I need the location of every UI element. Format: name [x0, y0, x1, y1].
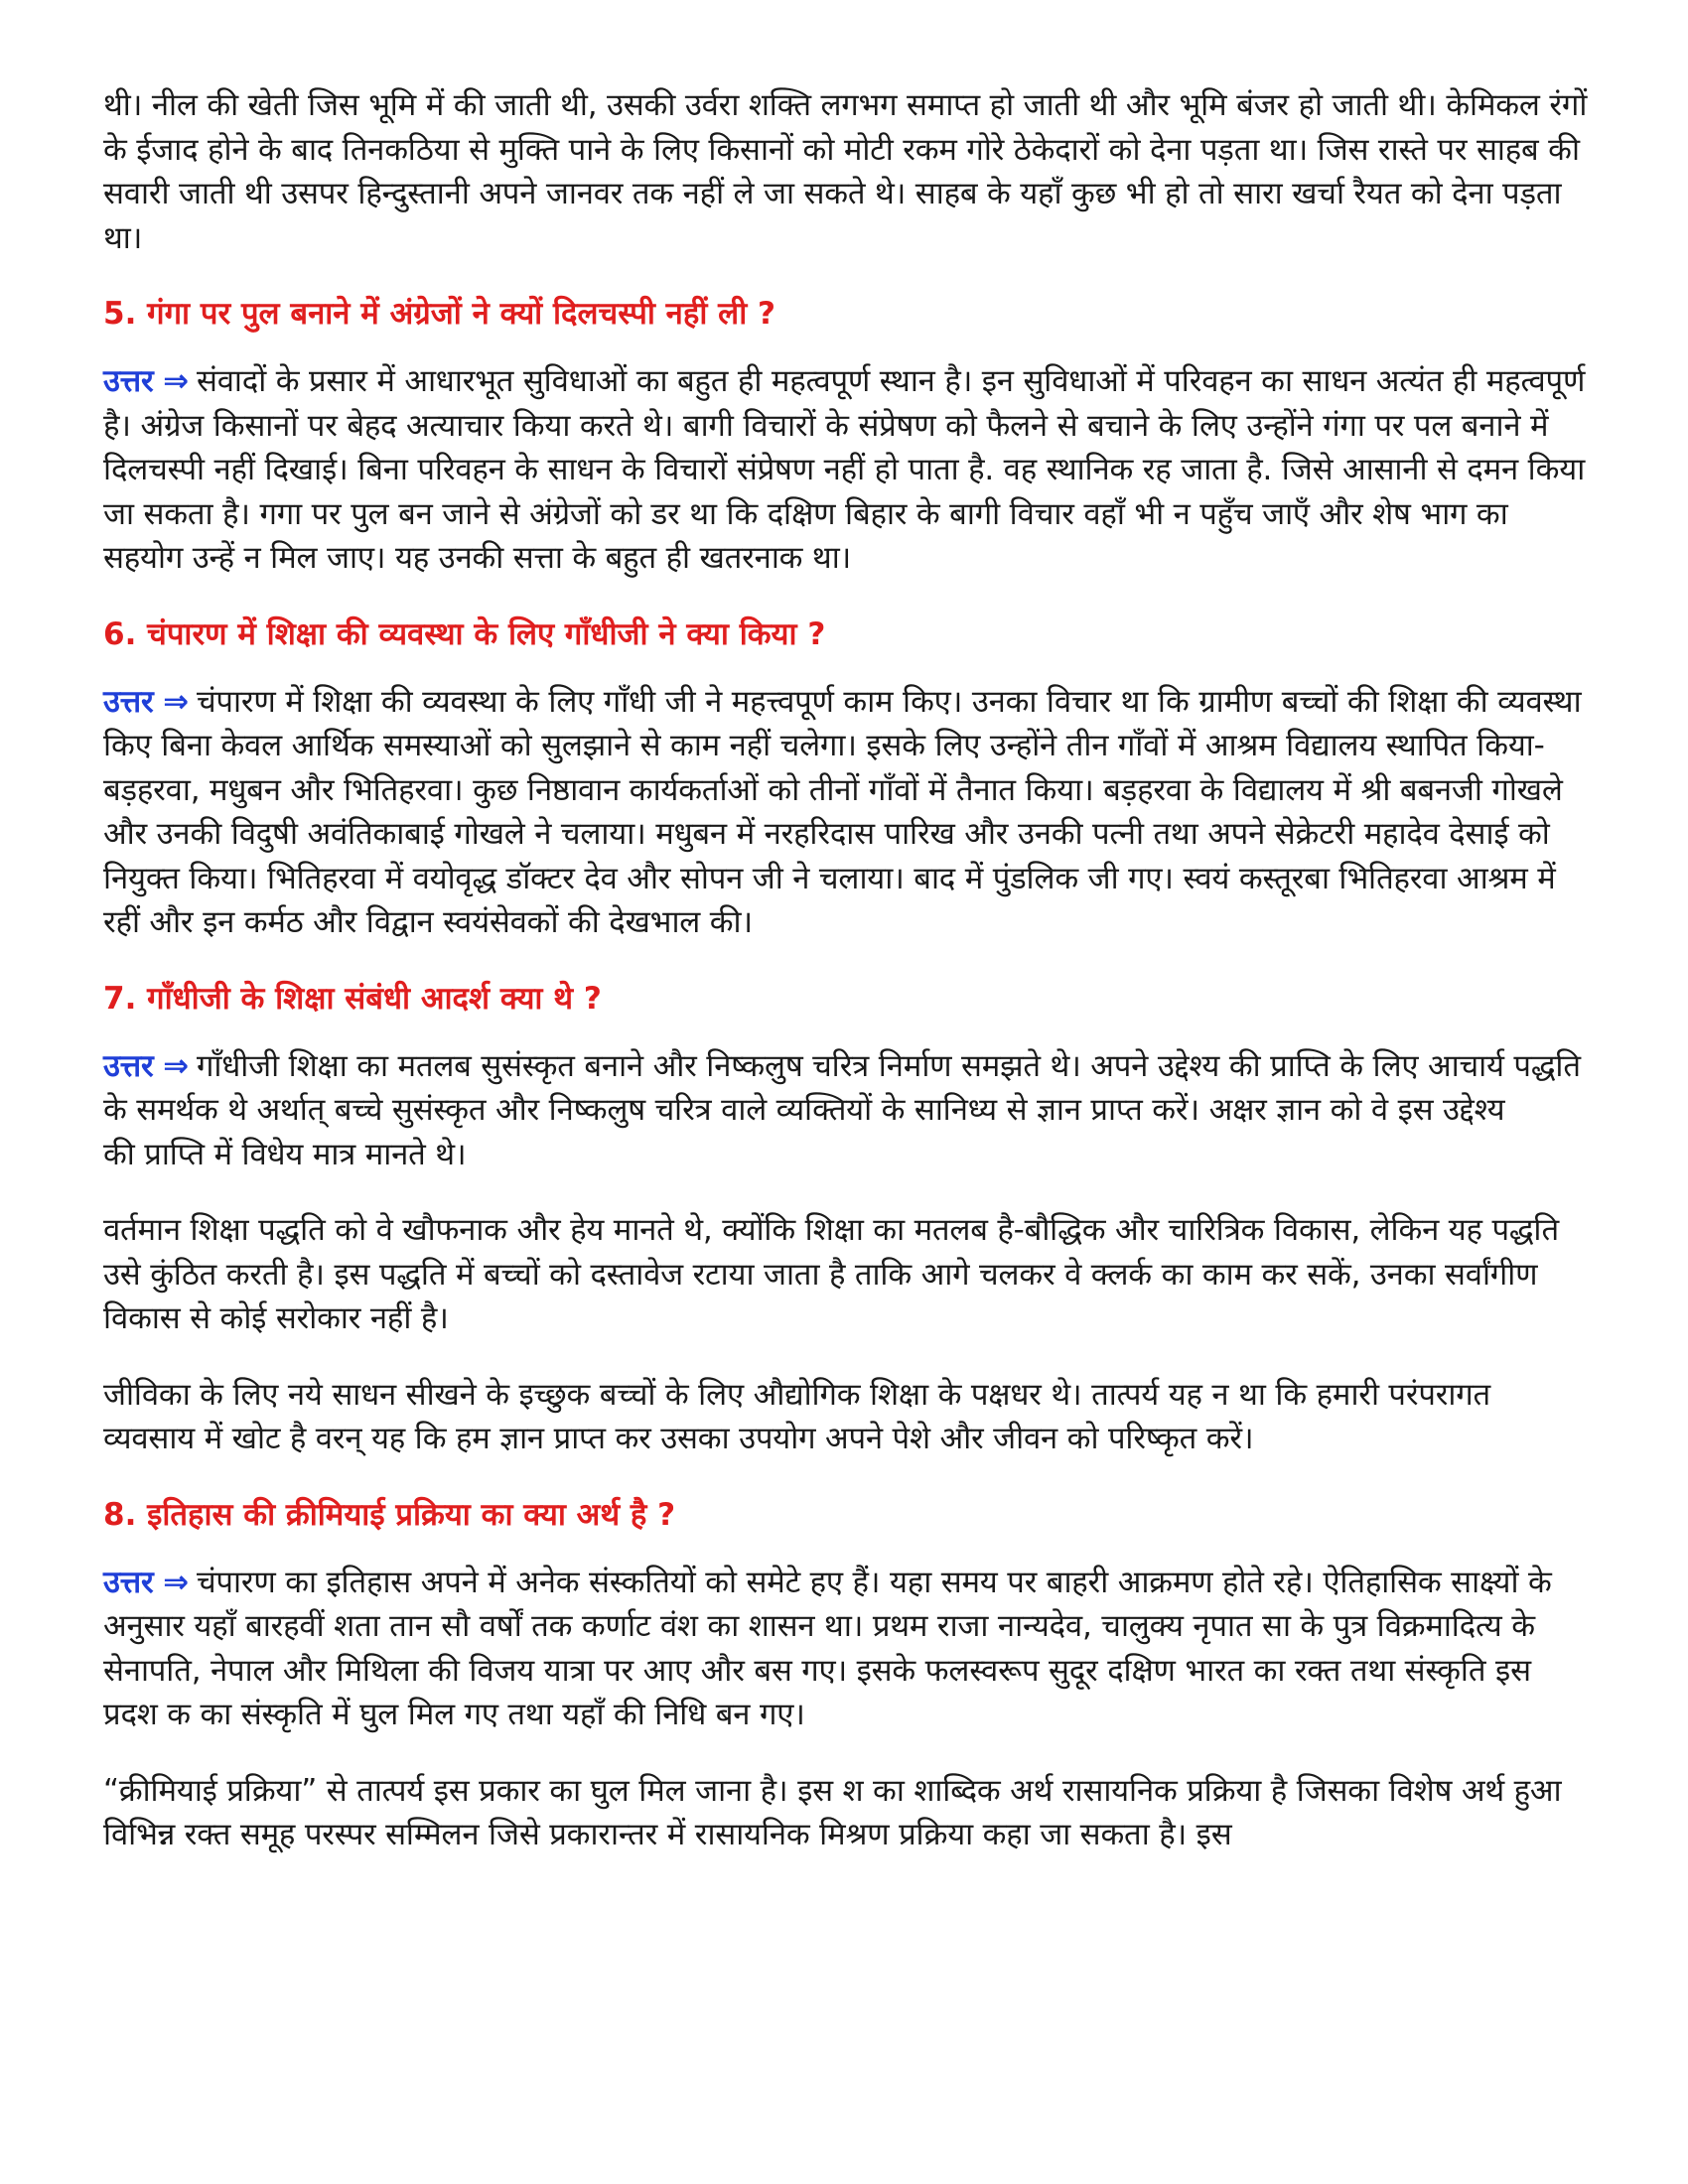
answer-label: उत्तर [103, 1047, 154, 1084]
answer-8-paragraph-2: “क्रीमियाई प्रक्रिया” से तात्पर्य इस प्रकार का घुल मिल जाना है। इस श का शाब्दिक अर्थ रासायनिक प्रक्रिया है जिसका विशेष अर्थ हुआ विभिन्न रक्त समूह परस्पर सम्मिलन जिसे प्रकारान्तर में रासायनिक मिश्रण प्रक्रिया कहा जा सकता है। इस [103, 1772, 1562, 1852]
answer-7-text-line2: की प्राप्ति में विधेय मात्र मानते थे। [103, 1136, 467, 1172]
answer-7-paragraph-3: जीविका के लिए नये साधन सीखने के इच्छुक बच्चों के लिए औद्योगिक शिक्षा के पक्षधर थे। तात्पर्य यह न था कि हमारी परंपरागत व्यवसाय में खोट है वरन् यह कि हम ज्ञान प्राप्त कर उसका उपयोग अपने पेशे और जीवन को परिष्कृत करें। [103, 1376, 1490, 1456]
arrow-icon: ⇒ [163, 683, 189, 720]
question-5-heading: 5. गंगा पर पुल बनाने में अंग्रेजों ने क्यों दिलचस्पी नहीं ली ? [103, 296, 775, 332]
answer-5-text: संवादों के प्रसार में आधारभूत सुविधाओं का बहुत ही महत्वपूर्ण स्थान है। इन सुविधाओं में परिवहन का साधन अत्यंत ही महत्वपूर्ण है। अंग्रेज किसानों पर बेहद अत्याचार किया करते थे। बागी विचारों के संप्रेषण को फैलने से बचाने के लिए उन्होंने गंगा पर पल बनाने में दिलचस्पी नहीं दिखाई। बिना परिवहन के साधन के विचारों संप्रेषण नहीं हो पाता है. वह स्थानिक रह जाता है. जिसे आसानी से दमन किया जा सकता है। गगा पर पुल बन जाने से अंग्रेजों को डर था कि दक्षिण बिहार के बागी विचार वहाँ भी न पहुँच जाएँ और शेष भाग का सहयोग उन्हें न मिल जाए। यह उनकी सत्ता के बहुत ही खतरनाक था। [103, 363, 1586, 576]
answer-7-paragraph-2: वर्तमान शिक्षा पद्धति को वे खौफनाक और हेय मानते थे, क्योंकि शिक्षा का मतलब है-बौद्धिक और चारित्रिक विकास, लेकिन यह पद्धति उसे कुंठित करती है। इस पद्धति में बच्चों को दस्तावेज रटाया जाता है ताकि आगे चलकर वे क्लर्क का काम कर सकें, उनका सर्वांगीण विकास से कोई सरोकार नहीं है। [103, 1212, 1559, 1336]
question-6-heading: 6. चंपारण में शिक्षा की व्यवस्था के लिए गाँधीजी ने क्या किया ? [103, 615, 826, 652]
question-8-heading: 8. इतिहास की क्रीमियाई प्रक्रिया का क्या अर्थ है ? [103, 1496, 676, 1533]
answer-7 [103, 1044, 1589, 1177]
answer-label: उत्तर [103, 683, 154, 720]
arrow-icon: ⇒ [163, 363, 189, 399]
answer-6 [103, 680, 1589, 945]
answer-5 [103, 359, 1589, 581]
answer-label: उत्तर [103, 363, 154, 399]
arrow-icon: ⇒ [163, 1564, 189, 1600]
answer-7-text-line1: गाँधीजी शिक्षा का मतलब सुसंस्कृत बनाने और निष्कलुष चरित्र निर्माण समझते थे। अपने उद्देश्य की प्राप्ति के लिए आचार्य पद्धति के समर्थक थे अर्थात् बच्चे सुसंस्कृत और निष्कलुष चरित्र वाले व्यक्तियों के सानिध्य से ज्ञान प्राप्त करें। अक्षर ज्ञान को वे इस उद्देश्य [103, 1047, 1581, 1128]
answer-6-text: चंपारण में शिक्षा की व्यवस्था के लिए गाँधी जी ने महत्त्वपूर्ण काम किए। उनका विचार था कि ग्रामीण बच्चों की शिक्षा की व्यवस्था किए बिना केवल आर्थिक समस्याओं को सुलझाने से काम नहीं चलेगा। इसके लिए उन्होंने तीन गाँवों में आश्रम विद्यालय स्थापित किया-बड़हरवा, मधुबन और भितिहरवा। कुछ निष्ठावान कार्यकर्ताओं को तीनों गाँवों में तैनात किया। बड़हरवा के विद्यालय में श्री बबनजी गोखले और उनकी विदुषी अवंतिकाबाई गोखले ने चलाया। मधुबन में नरहरिदास पारिख और उनकी पत्नी तथा अपने सेक्रेटरी महादेव देसाई को नियुक्त किया। भितिहरवा में वयोवृद्ध डॉक्टर देव और सोपन जी ने चलाया। बाद में पुंडलिक जी गए। स्वयं कस्तूरबा भितिहरवा आश्रम में रहीं और इन कर्मठ और विद्वान स्वयंसेवकों की देखभाल की। [103, 683, 1582, 940]
question-7-heading: 7. गाँधीजी के शिक्षा संबंधी आदर्श क्या थे ? [103, 980, 602, 1017]
answer-8 [103, 1561, 1589, 1737]
arrow-icon: ⇒ [163, 1047, 189, 1084]
paragraph-intro: थी। नील की खेती जिस भूमि में की जाती थी, उसकी उर्वरा शक्ति लगभग समाप्त हो जाती थी और भूमि बंजर हो जाती थी। केमिकल रंगों के ईजाद होने के बाद तिनकठिया से मुक्ति पाने के लिए किसानों को मोटी रकम गोरे ठेकेदारों को देना पड़ता था। जिस रास्ते पर साहब की सवारी जाती थी उसपर हिन्दुस्तानी अपने जानवर तक नहीं ले जा सकते थे। साहब के यहाँ कुछ भी हो तो सारा खर्चा रैयत को देना पड़ता था। [103, 87, 1588, 256]
answer-label: उत्तर [103, 1564, 154, 1600]
answer-8-text: चंपारण का इतिहास अपने में अनेक संस्कतियों को समेटे हए हैं। यहा समय पर बाहरी आक्रमण होते रहे। ऐतिहासिक साक्ष्यों के अनुसार यहाँ बारहवीं शता तान सौ वर्षों तक कर्णाट वंश का शासन था। प्रथम राजा नान्यदेव, चालुक्य नृपात सा के पुत्र विक्रमादित्य के सेनापति, नेपाल और मिथिला की विजय यात्रा पर आए और बस गए। इसके फलस्वरूप सुदूर दक्षिण भारत का रक्त तथा संस्कृति इस प्रदश क का संस्कृति में घुल मिल गए तथा यहाँ की निधि बन गए। [103, 1564, 1552, 1732]
